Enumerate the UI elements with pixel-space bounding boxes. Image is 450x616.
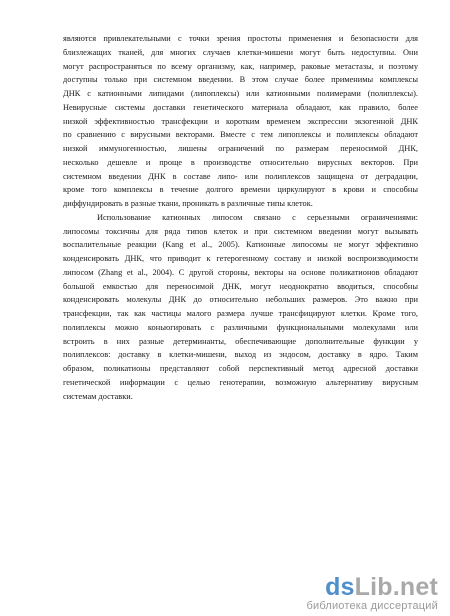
text-line: полиплексы можно коньюгировать с различными функциональными молекулами или [63, 322, 418, 332]
logo-lib: Lib [354, 573, 393, 601]
text-line: образом, поликатионы представляют собой перспективный метод адресной доставки [63, 364, 418, 373]
watermark-logo [306, 575, 438, 600]
text-line: диффундировать в разные ткани, проникать в различные типы клеток. [63, 199, 313, 208]
text-line: по сравнению с вирусными векторами. Вместе с тем липоплексы и полиплексы обладают [63, 130, 418, 140]
text-line: конденсировать молекулы ДНК до относительно небольших размеров. Это важно при [63, 295, 418, 305]
text-line: близлежащих тканей, для многих случаев клетки-мишени могут быть недоступны. Они [63, 47, 418, 57]
text-line: системном введении ДНК в составе липо- или полиплексов защищена от деградации, [63, 171, 418, 181]
text-line: доступны только при системном введении. В этом случае более применимы комплексы [63, 75, 418, 85]
text-line: низкой иммуногенностью, лишены ограничений по размерам переносимой ДНК, [63, 144, 418, 153]
text-line: липосом (Zhang et al., 2004). С другой стороны, векторы на основе поликатионов обладают [63, 267, 418, 277]
text-line: Невирусные системы доставки генетического материала обладают, как правило, более [63, 102, 418, 112]
watermark-tagline: библиотека диссертаций [306, 600, 438, 612]
logo-dot: . [392, 573, 400, 601]
text-line: конденсировать ДНК, что приводит к гетерогенному составу и низкой воспроизводимости [63, 254, 418, 263]
logo-net: net [399, 573, 438, 601]
text-line: полиплексов: доставку в клетки-мишени, выход из эндосом, доставку в ядро. Таким [63, 350, 418, 360]
text-line: являются привлекательными с точки зрения простоты применения и безопасности для [63, 34, 418, 43]
paragraph-2 [63, 211, 418, 404]
text-line: липосомы токсичны для ряда типов клеток и при системном введении могут вызывать [63, 226, 418, 236]
paragraph-1 [63, 32, 418, 211]
watermark [306, 575, 438, 612]
text-line: кроме того комплексы в течение долгого времени циркулируют в крови и способны [63, 185, 418, 195]
text-line: большой емкостью для переносимой ДНК, могут неоднократно вводиться, способны [63, 281, 418, 291]
text-line: трансфекции, так как частицы малого размера лучше трансфицируют клетки. Кроме того, [63, 309, 418, 318]
text-line: встроить в них разные детерминанты, обеспечивающие дополнительные функции у [63, 336, 418, 346]
text-line: несколько дешевле и проще в производстве относительно вирусных векторов. При [63, 157, 418, 167]
logo-ds: ds [325, 573, 355, 601]
text-line: воспалительные реакции (Kang et al., 2005). Катионные липосомы не могут эффективно [63, 240, 418, 250]
text-line: Использование катионных липосом связано с серьезными ограничениями: [97, 212, 418, 222]
text-line: генетической информации с целью генотерапии, возможную альтернативу вирусным [63, 377, 418, 387]
text-line: ДНК с катионными липидами (липоплексы) или катионными полимерами (полиплексы). [63, 89, 418, 98]
text-line: системам доставки. [63, 391, 133, 401]
document-text [63, 32, 418, 403]
text-line: низкой эффективностью трансфекции и коротким временем экспрессии экзогенной ДНК [63, 116, 418, 126]
text-line: могут распространяться по всему организму, как, например, раковые метастазы, и поэтому [63, 61, 418, 71]
